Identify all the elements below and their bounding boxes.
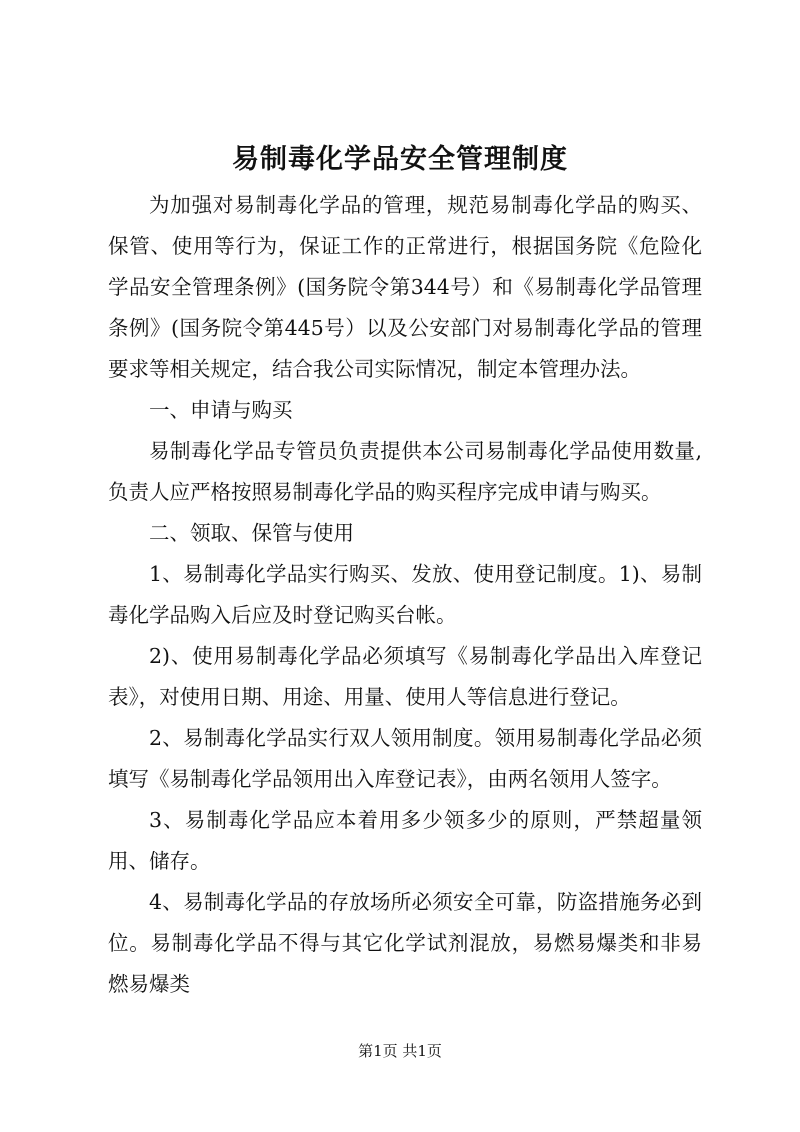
- paragraph-item-3: 3、易制毒化学品应本着用多少领多少的原则，严禁超量领用、储存。: [108, 808, 702, 873]
- page-footer: 第1页 共1页: [358, 1042, 442, 1060]
- paragraph-item-4: 4、易制毒化学品的存放场所必须安全可靠，防盗措施务必到位。易制毒化学品不得与其它化学试剂混放，易燃易爆类和非易燃易爆类: [108, 890, 702, 996]
- section-heading-apply-purchase: 一、申请与购买: [149, 398, 293, 422]
- paragraph-item-2: 2、易制毒化学品实行双人领用制度。领用易制毒化学品必须填写《易制毒化学品领用出入库登记表》，由两名领用人签字。: [108, 726, 702, 791]
- section-heading-collect-store-use: 二、领取、保管与使用: [149, 521, 354, 545]
- paragraph-item-1-2: 2)、使用易制毒化学品必须填写《易制毒化学品出入库登记表》，对使用日期、用途、用量、使用人等信息进行登记。: [108, 644, 702, 709]
- paragraph-intro: 为加强对易制毒化学品的管理，规范易制毒化学品的购买、保管、使用等行为，保证工作的正常进行，根据国务院《危险化学品安全管理条例》(国务院令第344号）和《易制毒化学品管理条例》(国务院令第445号）以及公安部门对易制毒化学品的管理要求等相关规定，结合我公司实际情况，制定本管理办法。: [108, 193, 702, 381]
- document-body: [108, 185, 702, 1005]
- paragraph-item-1: 1、易制毒化学品实行购买、发放、使用登记制度。1)、易制毒化学品购入后应及时登记购买台帐。: [108, 562, 702, 627]
- page-title: 易制毒化学品安全管理制度: [232, 144, 568, 175]
- paragraph-apply-purchase: 易制毒化学品专管员负责提供本公司易制毒化学品使用数量,负责人应严格按照易制毒化学品的购买程序完成申请与购买。: [108, 439, 702, 504]
